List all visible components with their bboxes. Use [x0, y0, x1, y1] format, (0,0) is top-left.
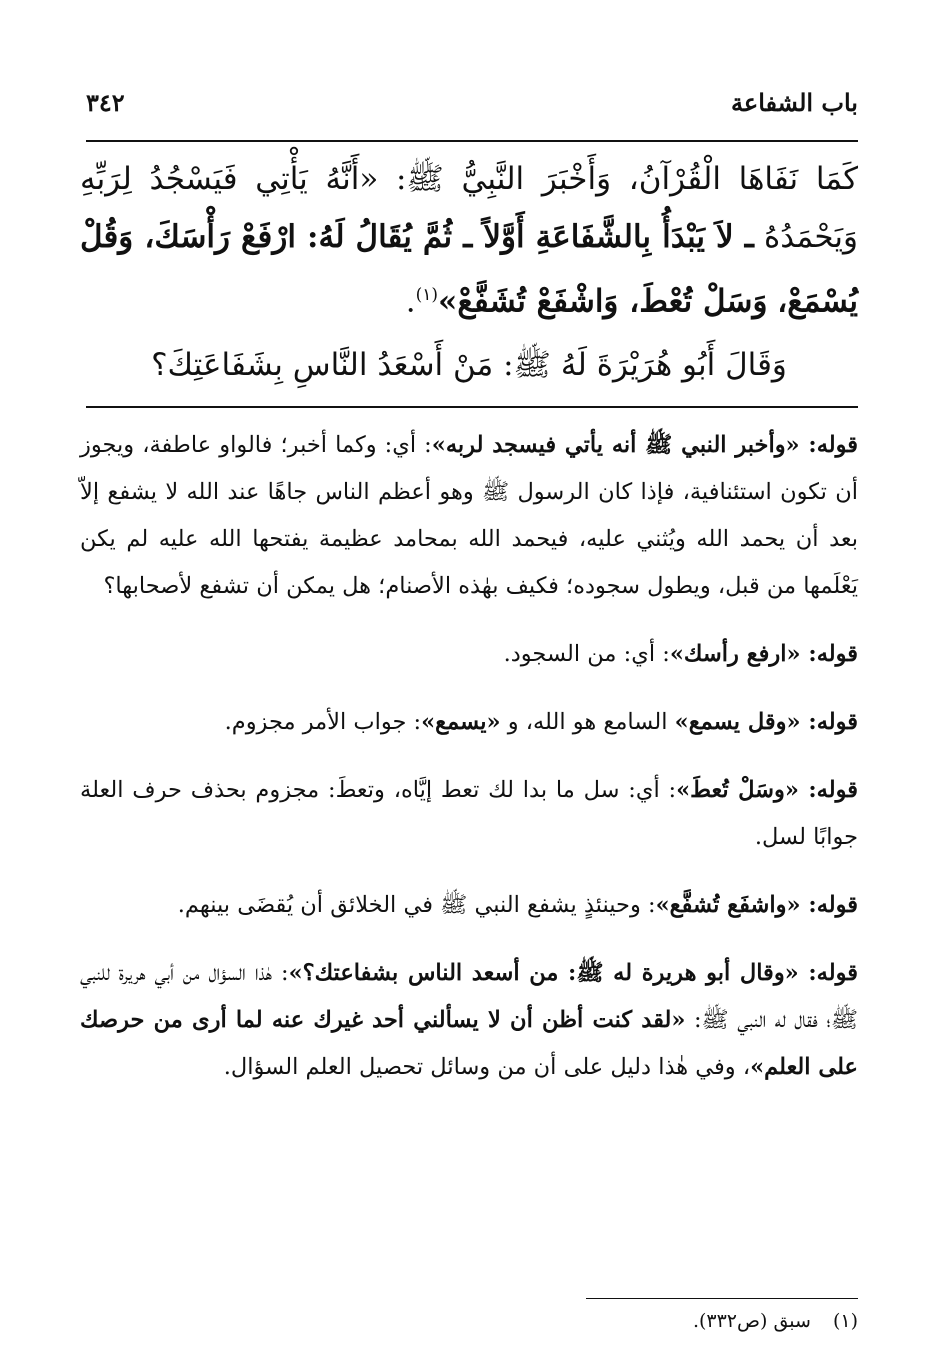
commentary-label-5: قوله: «واشفَع تُشفَّع» [655, 892, 858, 918]
commentary [80, 422, 858, 1112]
commentary-text-6a: : هٰذا السؤال من أبي هريرة للنبي ﷺ؛ فقال له النبي ﷺ: [80, 960, 859, 1033]
commentary-text-2: : أي: من السجود. [503, 641, 670, 667]
footnote-number: (١) [832, 1310, 858, 1332]
section-rule [86, 406, 858, 408]
commentary-text-3b: : جواب الأمر مجزوم. [224, 709, 422, 735]
footnote-rule [586, 1298, 858, 1299]
page-number: ٣٤٢ [86, 87, 125, 117]
commentary-label-2: قوله: «ارفع رأسك» [669, 641, 858, 667]
commentary-text-4: : أي: سل ما بدا لك تعط إيَّاه، وتعطَ: مجزوم بحذف حرف العلة جوابًا لسل. [80, 777, 858, 850]
footnote-text: سبق (ص٣٣٢). [692, 1310, 811, 1332]
matn-paragraph [80, 150, 858, 330]
commentary-paragraph-5 [80, 882, 858, 929]
matn-line-3-end: . [405, 283, 416, 320]
footnote-ref[interactable]: (١) [415, 285, 439, 305]
commentary-label-4: قوله: «وسَلْ تُعطَ» [676, 777, 858, 803]
commentary-text-6b: ، وفي هٰذا دليل على أن من وسائل تحصيل العلم السؤال. [223, 1054, 751, 1080]
commentary-label-6: قوله: «وقال أبو هريرة له ﷺ: من أسعد الناس بشفاعتك؟» [288, 960, 858, 986]
commentary-paragraph-2 [80, 631, 858, 678]
header-rule [86, 140, 858, 142]
matn-line-1: كَمَا نَفَاهَا الْقُرْآنُ، وَأَخْبَرَ النَّبِيُّ ﷺ: «أَنَّهُ يَأْتِي فَيَسْجُدُ لِرَبِّهِ وَيَحْمَدُهُ [80, 161, 859, 255]
main-text [80, 150, 858, 394]
matn-line-2: ـ لاَ يَبْدَأُ بِالشَّفَاعَةِ أَوَّلاً ـ ثُمَّ يُقَالُ لَهُ: ارْفَعْ رَأْسَكَ، وَقُلْ يُسْمَعْ، [80, 219, 858, 320]
commentary-paragraph-6 [80, 950, 858, 1091]
commentary-bold-3: «يسمع» [421, 709, 501, 735]
commentary-paragraph-3 [80, 699, 858, 746]
commentary-label-3: قوله: «وقل يسمع» [674, 709, 858, 735]
commentary-paragraph-4 [80, 767, 858, 861]
commentary-bold-6: «لقد كنت أظن أن لا يسألني أحد غيرك عنه لما أرى من حرصك على العلم» [80, 1007, 858, 1080]
commentary-text-3a: السامع هو الله، و [500, 709, 675, 735]
matn-line-3: وَسَلْ تُعْطَ، وَاشْفَعْ تُشَفَّعْ» [438, 283, 768, 320]
commentary-text-1: : أي: وكما أخبر؛ فالواو عاطفة، ويجوز أن تكون استئنافية، فإذا كان الرسول ﷺ وهو أعظم الناس جاهًا عند الله لا يشفع إلاّ بعد أن يحمد الله ويُثني عليه، فيحمد الله بمحامد عظيمة يفتحها الله عليه لم يكن يَعْلَمها من قبل، ويطول سجوده؛ فكيف بهٰذه الأصنام؛ هل يمكن أن تشفع لأصحابها؟ [80, 432, 858, 599]
commentary-text-5: : وحينئذٍ يشفع النبي ﷺ في الخلائق أن يُقضَى بينهم. [177, 892, 656, 918]
matn-line-4: وَقَالَ أَبُو هُرَيْرَةَ لَهُ ﷺ: مَنْ أَسْعَدُ النَّاسِ بِشَفَاعَتِكَ؟ [151, 347, 787, 384]
footnote [693, 1306, 858, 1336]
page-header [86, 82, 858, 122]
commentary-label-1: قوله: «وأخبر النبي ﷺ أنه يأتي فيسجد لربه» [431, 432, 858, 458]
commentary-paragraph-1 [80, 422, 858, 610]
chapter-title: باب الشفاعة [731, 87, 858, 117]
